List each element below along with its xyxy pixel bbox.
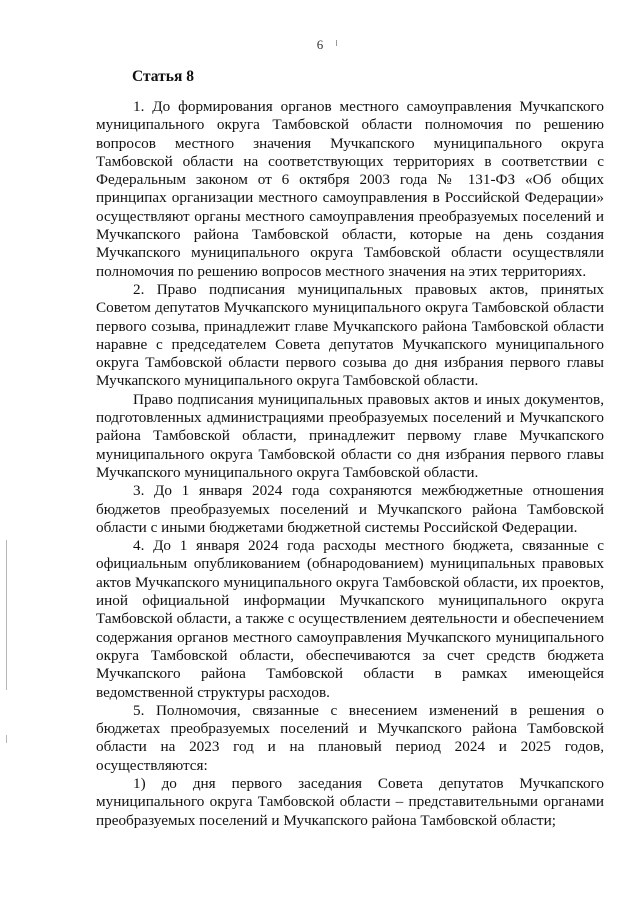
page-number: 6 (316, 37, 324, 52)
paragraph-5: 5. Полномочия, связанные с внесением изменений в решения о бюджетах преобразуемых поселений и Мучкапского района Тамбовской области на 2023 год и на плановый период 2024 и 2025 годов, осуществляются: (96, 701, 604, 774)
article-body (96, 98, 604, 830)
paragraph-4: 4. До 1 января 2024 года расходы местного бюджета, связанные с официальным опубликованием (обнародованием) муниципальных правовых актов Мучкапского муниципального округа Тамбовской области, их проектов, иной официальной информации Мучкапского муниципального округа Тамбовской области, а также с осуществлением деятельности и обеспечением содержания органов местного самоуправления Мучкапского муниципального округа Тамбовской области, обеспечиваются за счет средств бюджета Мучкапского района Тамбовской области в рамках имеющейся ведомственной структуры расходов. (96, 537, 604, 701)
paragraph-1: 1. До формирования органов местного самоуправления Мучкапского муниципального округа Тамбовской области полномочия по решению вопросов местного значения Мучкапского муниципального округа Тамбовской области на соответствующих территориях в соответствии с Федеральным законом от 6 октября 2003 года № 131-ФЗ «Об общих принципах организации местного самоуправления в Российской Федерации» осуществляют органы местного самоуправления преобразуемых поселений и Мучкапского района Тамбовской области, которые на день создания Мучкапского муниципального округа Тамбовской области осуществляли полномочия по решению вопросов местного значения на этих территориях. (96, 98, 604, 280)
paragraph-2-continued: Право подписания муниципальных правовых актов и иных документов, подготовленных администрациями преобразуемых поселений и Мучкапского района Тамбовской области, принадлежит первому главе Мучкапского муниципального округа Тамбовской области со дня избрания первого главы Мучкапского муниципального округа Тамбовской области. (96, 390, 604, 481)
scan-margin-mark (6, 540, 7, 690)
paragraph-3: 3. До 1 января 2024 года сохраняются межбюджетные отношения бюджетов преобразуемых поселений и Мучкапского района Тамбовской области с иными бюджетами бюджетной системы Российской Федерации. (96, 482, 604, 536)
paragraph-2: 2. Право подписания муниципальных правовых актов, принятых Советом депутатов Мучкапского муниципального округа Тамбовской области первого созыва, принадлежит главе Мучкапского района Тамбовской области наравне с председателем Совета депутатов Мучкапского муниципального округа Тамбовской области первого созыва до дня избрания первого главы Мучкапского муниципального округа Тамбовской области. (96, 280, 604, 390)
paragraph-5-item-1: 1) до дня первого заседания Совета депутатов Мучкапского муниципального округа Тамбовской области – представительными органами преобразуемых поселений и Мучкапского района Тамбовской области; (96, 774, 604, 829)
article-heading: Статья 8 (132, 68, 194, 85)
scan-margin-mark (6, 735, 7, 743)
scan-mark (336, 40, 337, 46)
